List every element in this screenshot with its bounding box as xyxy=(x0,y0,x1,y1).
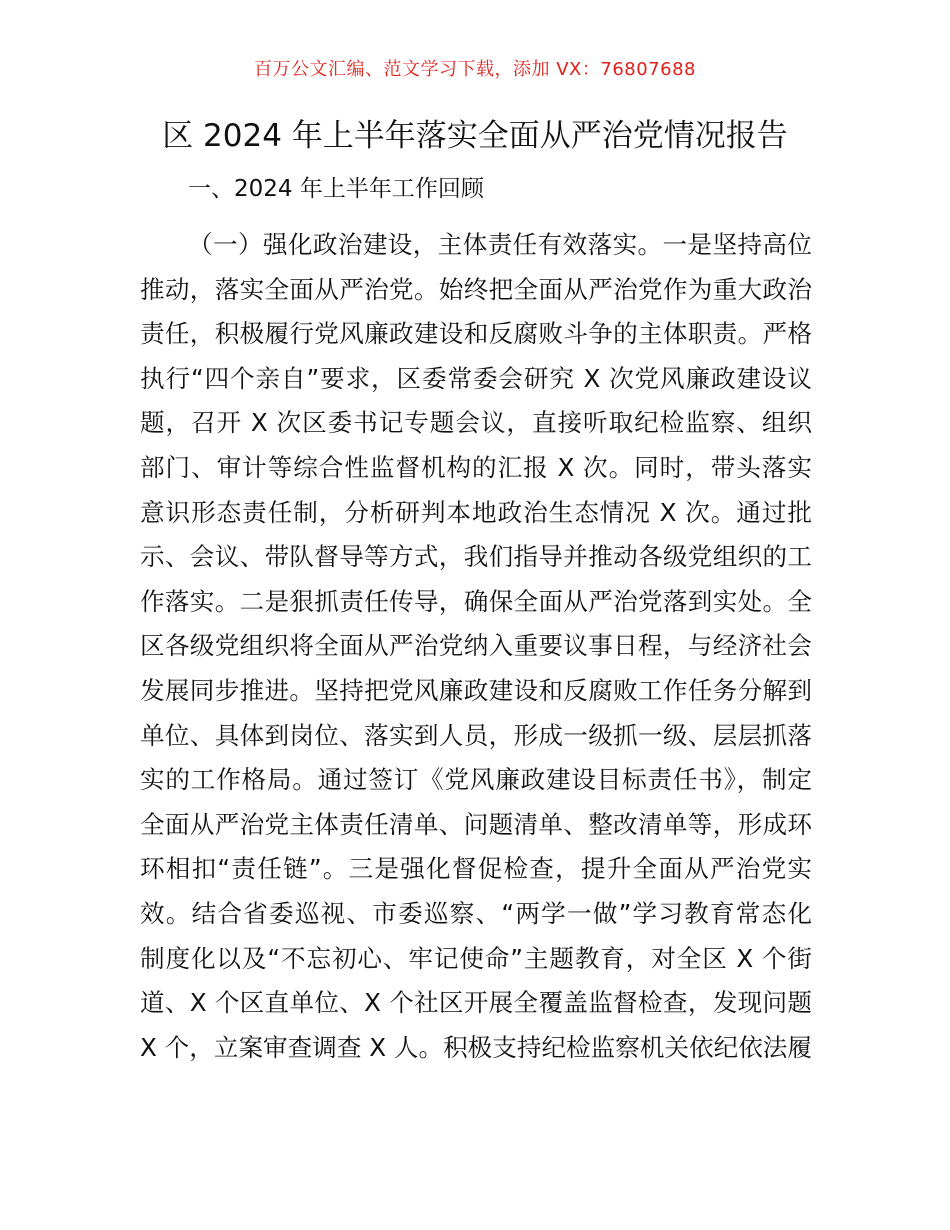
body-line: 发展同步推进。坚持把党风廉政建设和反腐败工作任务分解到 xyxy=(140,675,812,705)
promo-header: 百万公文汇编、范文学习下载，添加 VX：76807688 xyxy=(254,59,696,80)
body-line: 推动，落实全面从严治党。始终把全面从严治党作为重大政治 xyxy=(140,274,812,304)
body-line: 全面从严治党主体责任清单、问题清单、整改清单等，形成环 xyxy=(140,809,812,839)
body-line: 环相扣“责任链”。三是强化督促检查，提升全面从严治党实 xyxy=(140,854,812,884)
body-line: 实的工作格局。通过签订《党风廉政建设目标责任书》，制定 xyxy=(140,765,812,795)
body-line: 部门、审计等综合性监督机构的汇报 X 次。同时，带头落实 xyxy=(140,452,812,482)
body-line: 题，召开 X 次区委书记专题会议，直接听取纪检监察、组织 xyxy=(140,408,812,438)
body-line: 制度化以及“不忘初心、牢记使命”主题教育，对全区 X 个街 xyxy=(140,943,812,973)
body-line: 区各级党组织将全面从严治党纳入重要议事日程，与经济社会 xyxy=(140,631,812,661)
body-line: 示、会议、带队督导等方式，我们指导并推动各级党组织的工 xyxy=(140,542,812,572)
body-line: 执行“四个亲自”要求，区委常委会研究 X 次党风廉政建设议 xyxy=(140,363,812,393)
body-line: 意识形态责任制，分析研判本地政治生态情况 X 次。通过批 xyxy=(140,497,812,527)
body-line: 效。结合省委巡视、市委巡察、“两学一做”学习教育常态化 xyxy=(140,898,812,928)
body-line: 作落实。二是狠抓责任传导，确保全面从严治党落到实处。全 xyxy=(140,586,812,616)
body-line: X 个，立案审查调查 X 人。积极支持纪检监察机关依纪依法履 xyxy=(140,1032,812,1062)
body-line: 单位、具体到岗位、落实到人员，形成一级抓一级、层层抓落 xyxy=(140,720,812,750)
document-title: 区 2024 年上半年落实全面从严治党情况报告 xyxy=(162,118,788,154)
body-line: 道、X 个区直单位、X 个社区开展全覆盖监督检查，发现问题 xyxy=(140,988,812,1018)
body-line: 责任，积极履行党风廉政建设和反腐败斗争的主体职责。严格 xyxy=(140,319,812,349)
body-text xyxy=(140,223,812,1070)
section-heading: 一、2024 年上半年工作回顾 xyxy=(188,176,484,202)
body-line: （一）强化政治建设，主体责任有效落实。一是坚持高位 xyxy=(188,230,812,259)
